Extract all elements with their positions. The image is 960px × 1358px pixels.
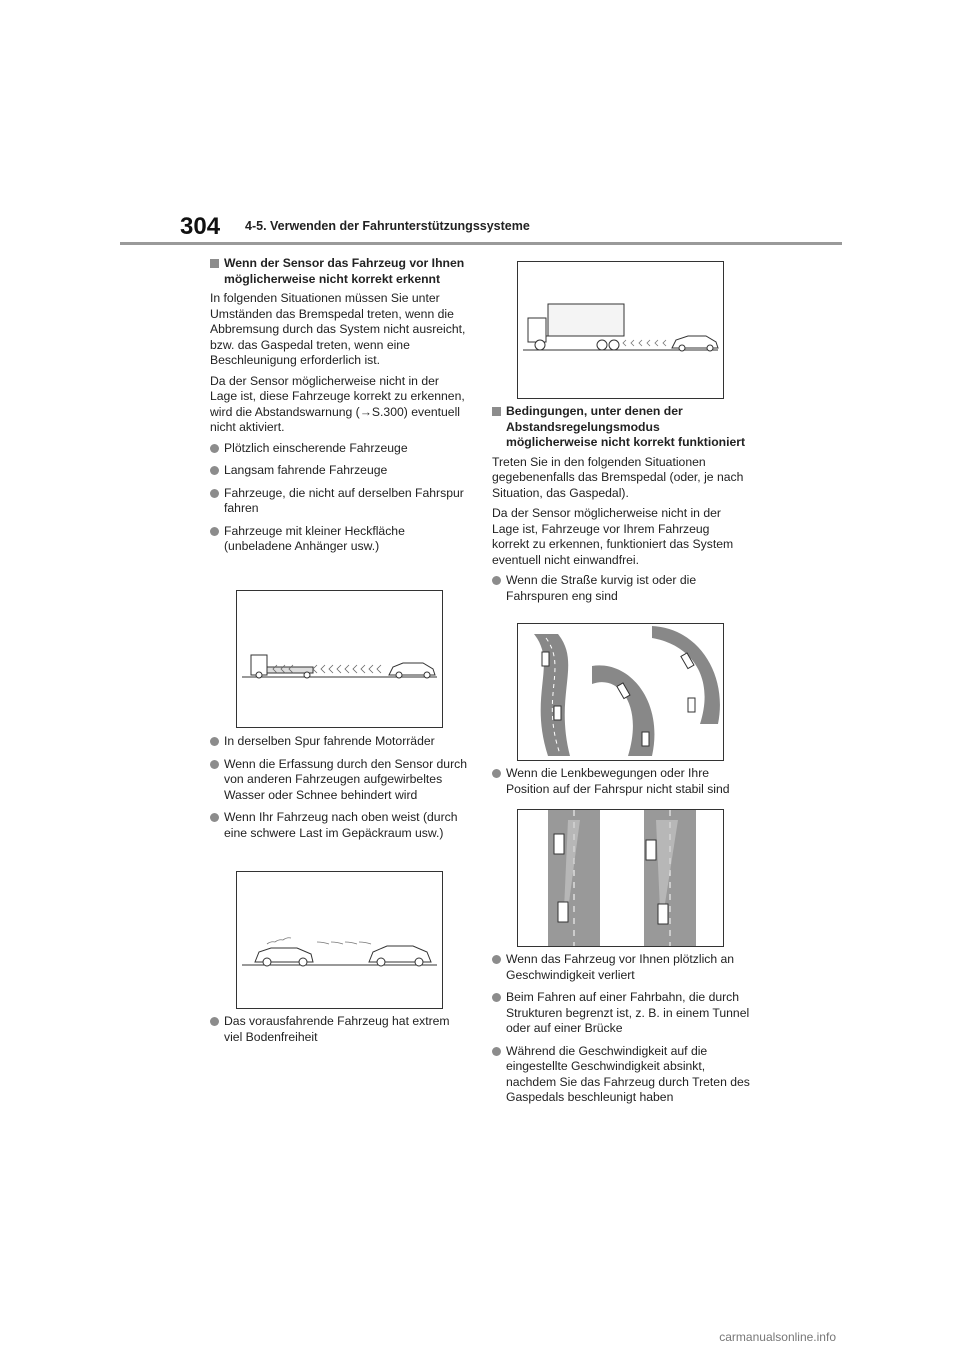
list-item: Das vorausfahrende Fahrzeug hat extrem viel Bodenfreiheit [210,1014,468,1045]
circle-bullet-icon [492,1047,501,1056]
page-number: 304 [180,213,221,240]
left-column-top [210,256,468,562]
circle-bullet-icon [210,1017,219,1026]
list-item: Wenn die Lenkbewegungen oder Ihre Position auf der Fahrspur nicht stabil sind [492,766,750,797]
right-column-middle [492,766,750,804]
list-item: Langsam fahrende Fahrzeuge [210,463,468,479]
circle-bullet-icon [210,737,219,746]
circle-bullet-icon [492,993,501,1002]
list-item: Beim Fahren auf einer Fahrbahn, die durch Strukturen begrenzt ist, z. B. in einem Tunnel oder auf einer Brücke [492,990,750,1037]
header-rule [120,242,842,245]
circle-bullet-icon [210,813,219,822]
circle-bullet-icon [210,466,219,475]
left-paragraph-2: Da der Sensor möglicherweise nicht in der Lage ist, diese Fahrzeuge korrekt zu erkennen, wird die Abstandswarnung (→S.300) eventuell nicht aktiviert. [210,373,465,434]
circle-bullet-icon [492,769,501,778]
figure-vehicle-tilted [236,871,443,1009]
circle-bullet-icon [210,760,219,769]
list-item: Fahrzeuge mit kleiner Heckfläche (unbeladene Anhänger usw.) [210,524,468,555]
list-item: Wenn das Fahrzeug vor Ihnen plötzlich an Geschwindigkeit verliert [492,952,750,983]
square-bullet-icon [492,407,501,416]
list-item: Plötzlich einscherende Fahrzeuge [210,441,468,457]
circle-bullet-icon [210,489,219,498]
list-item: Während die Geschwindigkeit auf die eingestellte Geschwindigkeit absinkt, nachdem Sie das Fahrzeug durch Treten des Gaspedals beschleunigt haben [492,1044,750,1106]
figure-trailer [236,590,443,728]
list-item: Wenn Ihr Fahrzeug nach oben weist (durch eine schwere Last im Gepäckraum usw.) [210,810,468,841]
truck-illustration [518,262,723,398]
list-item: Wenn die Erfassung durch den Sensor durch von anderen Fahrzeugen aufgewirbeltes Wasser oder Schnee behindert wird [210,757,468,804]
left-column-middle [210,734,468,848]
circle-bullet-icon [210,444,219,453]
right-column-bottom [492,952,750,1113]
right-column-top [492,404,750,611]
list-item: In derselben Spur fahrende Motorräder [210,734,468,750]
right-paragraph-1: Treten Sie in den folgenden Situationen gegebenenfalls das Bremspedal (oder, je nach Situation, das Gaspedal). [492,454,744,500]
figure-lane-position [517,809,724,947]
trailer-illustration [237,591,442,727]
left-paragraph-1: In folgenden Situationen müssen Sie unter Umständen das Bremspedal treten, wenn die Abbremsung durch das System nicht ausreicht, bzw. das Gaspedal treten, wenn eine Beschleunigung erforderlich ist. [210,291,466,367]
figure-truck [517,261,724,399]
tilted-vehicle-illustration [237,872,442,1008]
figure-curvy-roads [517,623,724,761]
left-heading [210,256,468,287]
circle-bullet-icon [210,527,219,536]
curvy-roads-illustration [518,624,723,760]
right-paragraph-2: Da der Sensor möglicherweise nicht in der Lage ist, Fahrzeuge vor Ihrem Fahrzeug korrekt zu erkennen, funktioniert das System eventuell nicht einwandfrei. [492,506,734,567]
left-column-bottom [210,1014,468,1052]
section-title: 4-5. Verwenden der Fahrunterstützungssysteme [245,219,530,233]
circle-bullet-icon [492,955,501,964]
circle-bullet-icon [492,576,501,585]
list-item: Wenn die Straße kurvig ist oder die Fahrspuren eng sind [492,573,750,604]
right-heading [492,404,750,451]
watermark: carmanualsonline.info [719,1330,836,1344]
right-heading-text: Bedingungen, unter denen der Abstandsregelungsmodus möglicherweise nicht korrekt funktioniert [506,404,746,449]
list-item: Fahrzeuge, die nicht auf derselben Fahrspur fahren [210,486,468,517]
square-bullet-icon [210,259,219,268]
lane-position-illustration [518,810,723,946]
left-heading-text: Wenn der Sensor das Fahrzeug vor Ihnen möglicherweise nicht korrekt erkennt [224,256,465,286]
